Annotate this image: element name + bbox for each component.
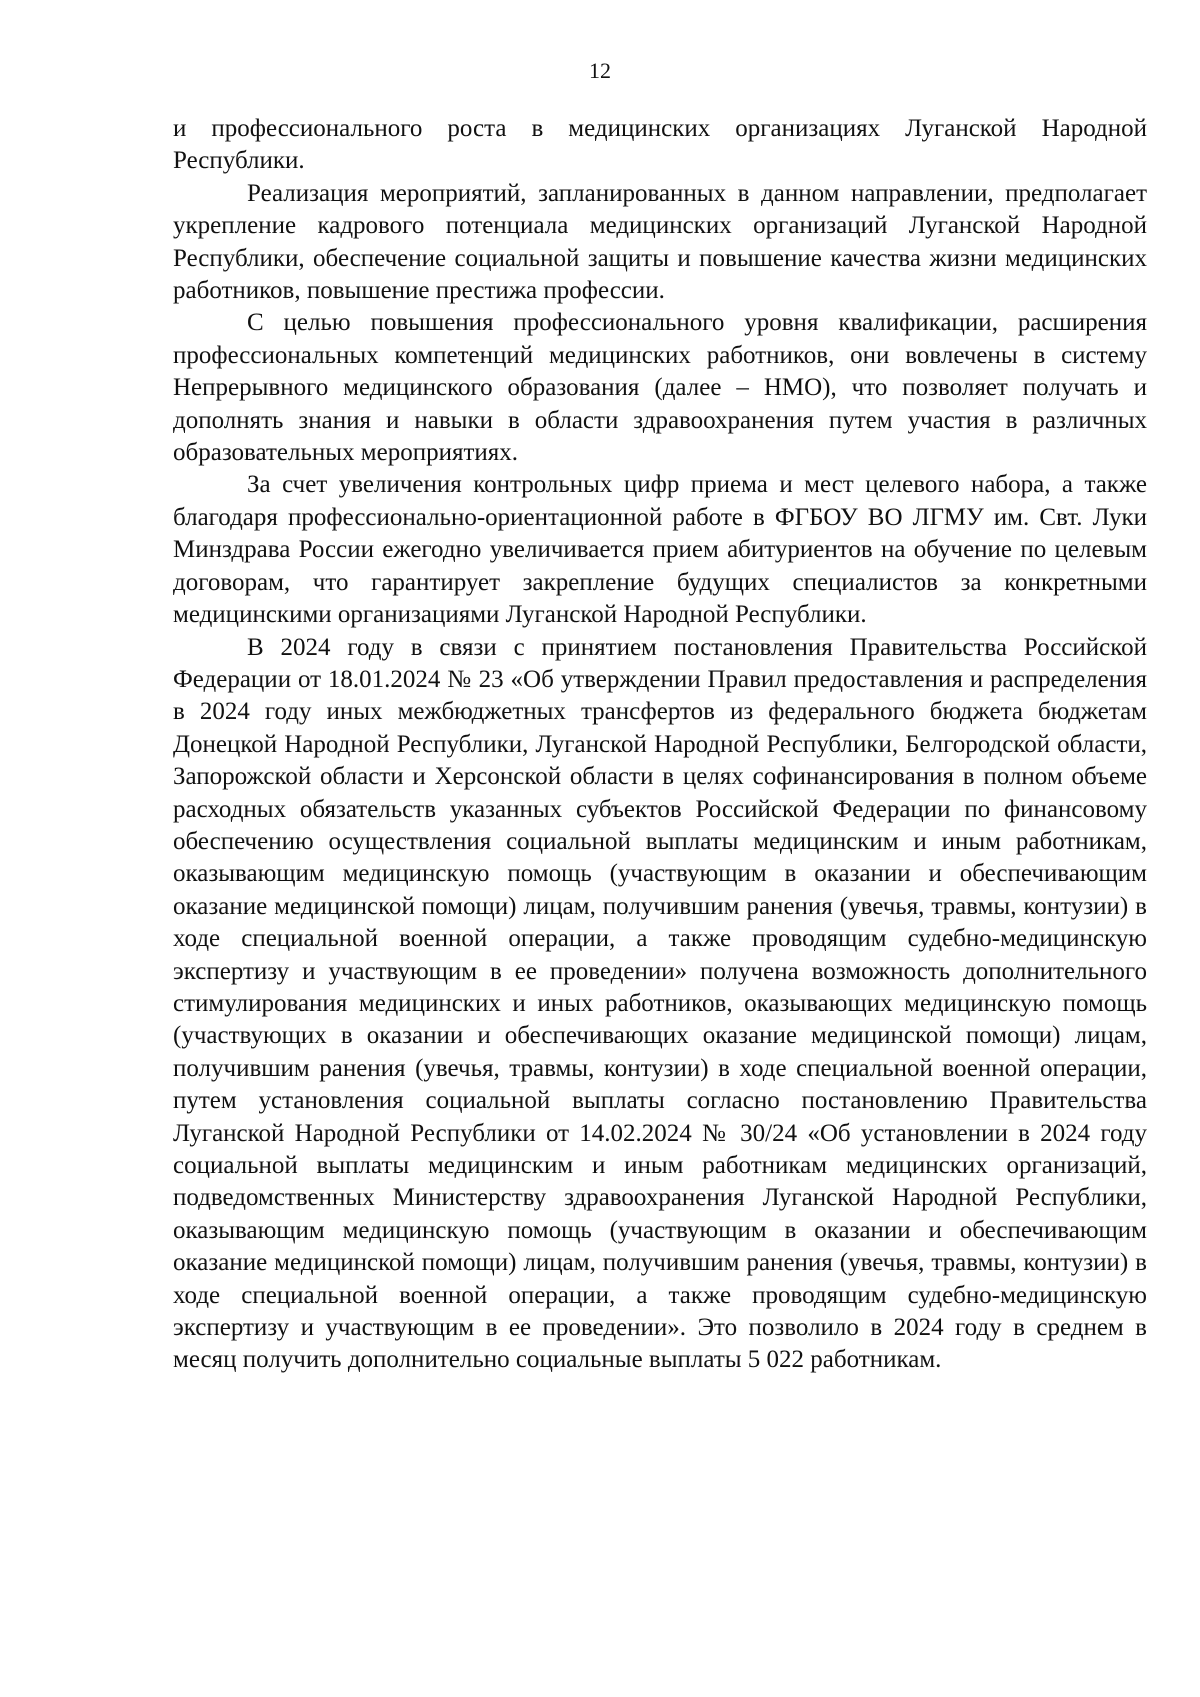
- paragraph-continuing-education: С целью повышения профессионального уровня квалификации, расширения профессиональных компетенций медицинских работников, они вовлечены в систему Непрерывного медицинского образования (далее – НМО), что позволяет получать и дополнять знания и навыки в области здравоохранения путем участия в различных образовательных мероприятиях.: [173, 309, 1147, 467]
- paragraph-targeted-admission: За счет увеличения контрольных цифр приема и мест целевого набора, а также благодаря профессионально-ориентационной работе в ФГБОУ ВО ЛГМУ им. Свт. Луки Минздрава России ежегодно увеличивается прием абитуриентов на обучение по целевым договорам, что гарантирует закрепление будущих специалистов за конкретными медицинскими организациями Луганской Народной Республики.: [173, 471, 1147, 629]
- paragraph-continuation: и профессионального роста в медицинских организациях Луганской Народной Республики.: [173, 115, 1147, 175]
- page-number: 12: [589, 58, 611, 83]
- paragraph-social-payments: В 2024 году в связи с принятием постановления Правительства Российской Федерации от 18.01.2024 № 23 «Об утверждении Правил предоставления и распределения в 2024 году иных межбюджетных трансфертов из федерального бюджета бюджетам Донецкой Народной Республики, Луганской Народной Республики, Белгородской области, Запорожской области и Херсонской области в целях софинансирования в полном объеме расходных обязательств указанных субъектов Российской Федерации по финансовому обеспечению осуществления социальной выплаты медицинским и иным работникам, оказывающим медицинскую помощь (участвующим в оказании и обеспечивающим оказание медицинской помощи) лицам, получившим ранения (увечья, травмы, контузии) в ходе специальной военной операции, а также проводящим судебно-медицинскую экспертизу и участвующим в ее проведении» получена возможность дополнительного стимулирования медицинских и иных работников, оказывающих медицинскую помощь (участвующих в оказании и обеспечивающих оказание медицинской помощи) лицам, получившим ранения (увечья, травмы, контузии) в ходе специальной военной операции, путем установления социальной выплаты согласно постановлению Правительства Луганской Народной Республики от 14.02.2024 № 30/24 «Об установлении в 2024 году социальной выплаты медицинским и иным работникам медицинских организаций, подведомственных Министерству здравоохранения Луганской Народной Республики, оказывающим медицинскую помощь (участвующим в оказании и обеспечивающим оказание медицинской помощи) лицам, получившим ранения (увечья, травмы, контузии) в ходе специальной военной операции, а также проводящим судебно-медицинскую экспертизу и участвующим в ее проведении». Это позволило в 2024 году в среднем в месяц получить дополнительно социальные выплаты 5 022 работникам.: [173, 633, 1147, 1374]
- paragraph-staff-potential: Реализация мероприятий, запланированных в данном направлении, предполагает укрепление кадрового потенциала медицинских организаций Луганской Народной Республики, обеспечение социальной защиты и повышение качества жизни медицинских работников, повышение престижа профессии.: [173, 179, 1147, 305]
- document-body: [173, 113, 1147, 1377]
